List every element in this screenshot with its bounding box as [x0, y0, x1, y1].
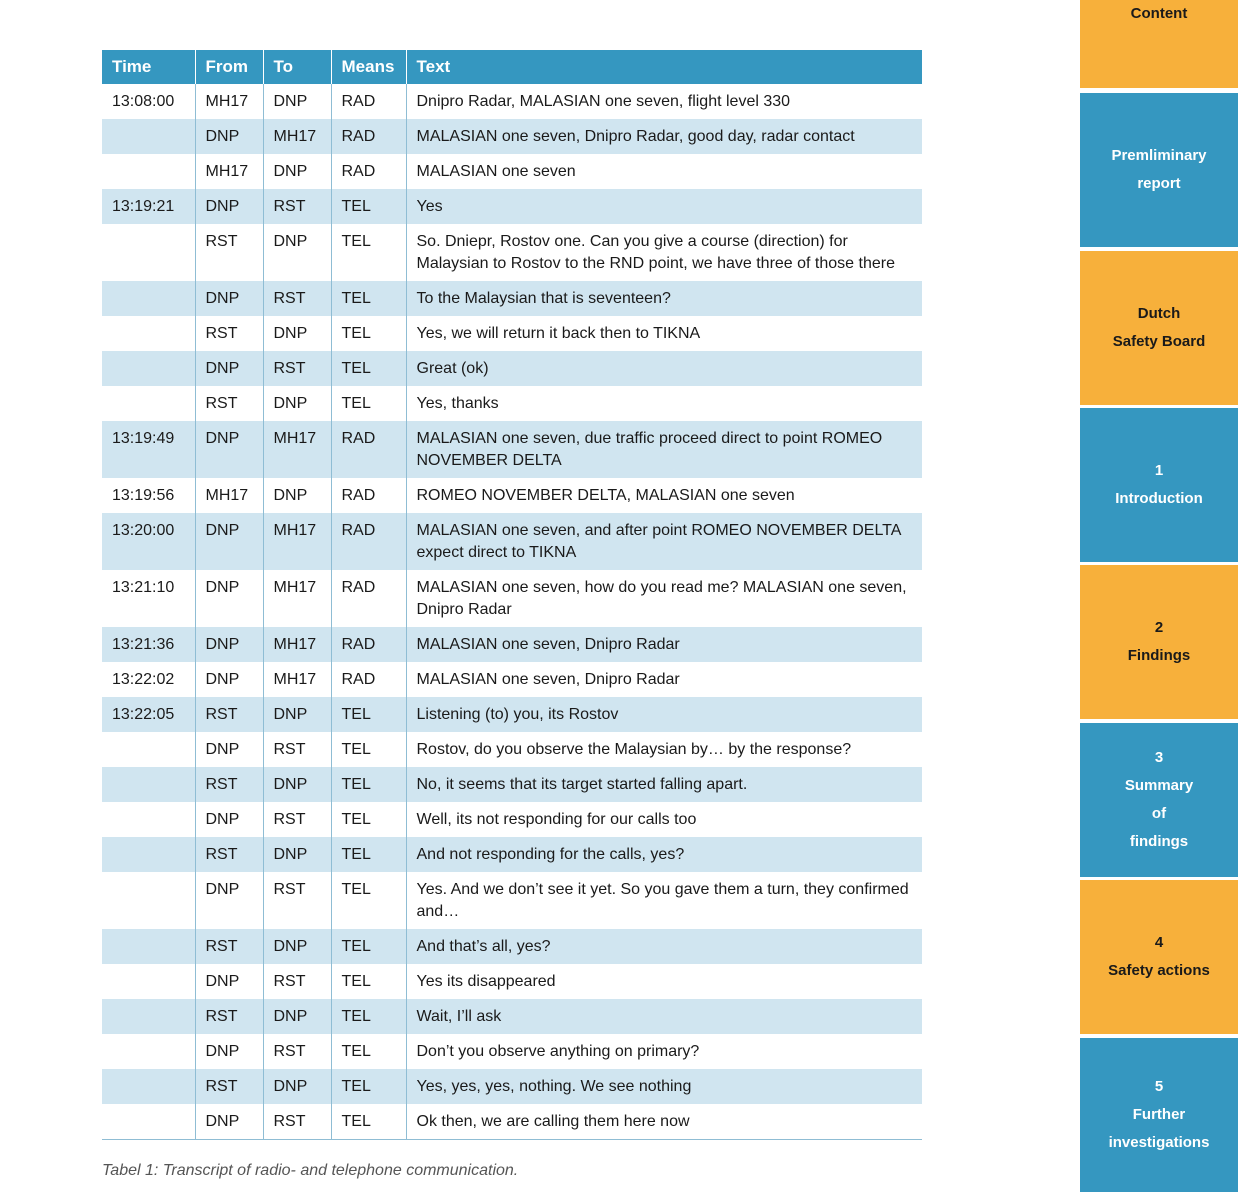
cell-means: TEL: [331, 281, 406, 316]
cell-to: DNP: [263, 478, 331, 513]
tab-label-line: Further: [1132, 1106, 1186, 1123]
cell-means: RAD: [331, 119, 406, 154]
table-row: [102, 929, 922, 964]
cell-from: RST: [195, 386, 263, 421]
tab-safety-actions[interactable]: [1080, 880, 1238, 1034]
cell-means: TEL: [331, 316, 406, 351]
tab-label-line: 4: [1154, 934, 1164, 951]
table-row: [102, 84, 922, 119]
cell-from: RST: [195, 697, 263, 732]
table-row: [102, 802, 922, 837]
cell-means: RAD: [331, 627, 406, 662]
tab-label-line: investigations: [1108, 1134, 1210, 1151]
tab-label-line: Findings: [1127, 647, 1191, 664]
cell-to: MH17: [263, 570, 331, 627]
cell-time: 13:21:36: [102, 627, 195, 662]
tab-label-line: of: [1151, 805, 1167, 822]
cell-text: Yes, thanks: [416, 395, 499, 412]
transcript-body: [102, 84, 922, 1140]
cell-text: MALASIAN one seven, Dnipro Radar, good day, radar contact: [406, 119, 922, 154]
cell-to: RST: [263, 1104, 331, 1140]
tab-label-line: Safety actions: [1108, 962, 1210, 979]
transcript-table: [102, 50, 922, 1140]
cell-means: TEL: [331, 189, 406, 224]
cell-text: Ok then, we are calling them here now: [406, 1104, 922, 1140]
cell-from: DNP: [195, 662, 263, 697]
cell-means: RAD: [331, 662, 406, 697]
cell-to: RST: [263, 351, 331, 386]
tab-label-line: 5: [1154, 1078, 1164, 1095]
tab-content[interactable]: [1080, 0, 1238, 88]
cell-time: [102, 154, 195, 189]
cell-text: Wait, I’ll ask: [406, 999, 922, 1034]
cell-means: TEL: [331, 837, 406, 872]
cell-time: [102, 929, 195, 964]
section-sidebar: [1080, 0, 1240, 1194]
cell-from: DNP: [195, 627, 263, 662]
cell-to: MH17: [263, 627, 331, 662]
cell-to: DNP: [263, 999, 331, 1034]
cell-from: DNP: [195, 189, 263, 224]
table-row: [102, 478, 922, 513]
cell-time: [102, 872, 195, 929]
cell-to: DNP: [263, 224, 331, 281]
tab-findings[interactable]: [1080, 565, 1238, 719]
tab-label-line: Safety Board: [1112, 333, 1206, 350]
tab-label-line: Dutch: [1137, 305, 1181, 322]
cell-time: [102, 964, 195, 999]
table-row: [102, 119, 922, 154]
cell-means: TEL: [331, 224, 406, 281]
cell-means: TEL: [331, 802, 406, 837]
header-means: Means: [331, 50, 406, 84]
tab-label-line: 1: [1154, 462, 1164, 479]
table-row: [102, 1069, 922, 1104]
cell-time: [102, 351, 195, 386]
cell-text: Yes. And we don’t see it yet. So you gave them a turn, they confirmed and…: [416, 881, 909, 920]
cell-means: RAD: [331, 421, 406, 478]
header-to: To: [263, 50, 331, 84]
cell-text: Rostov, do you observe the Malaysian by… by the response?: [416, 741, 852, 758]
tab-further-investigations[interactable]: [1080, 1038, 1238, 1192]
cell-text: Yes, we will return it back then to TIKNA: [416, 325, 701, 342]
cell-text: And not responding for the calls, yes?: [406, 837, 922, 872]
header-text: Text: [406, 50, 922, 84]
cell-to: RST: [263, 964, 331, 999]
table-header-row: [102, 50, 922, 84]
cell-from: DNP: [195, 570, 263, 627]
cell-from: DNP: [195, 351, 263, 386]
table-row: [102, 421, 922, 478]
table-row: [102, 964, 922, 999]
cell-text: So. Dniepr, Rostov one. Can you give a course (direction) for Malaysian to Rostov to the RND point, we have three of those there: [416, 233, 895, 272]
cell-from: RST: [195, 999, 263, 1034]
cell-text: To the Malaysian that is seventeen?: [406, 281, 922, 316]
cell-time: [102, 767, 195, 802]
table-row: [102, 872, 922, 929]
cell-from: MH17: [195, 478, 263, 513]
cell-time: [102, 802, 195, 837]
table-row: [102, 189, 922, 224]
cell-text: And that’s all, yes?: [406, 929, 922, 964]
cell-to: DNP: [263, 316, 331, 351]
cell-means: TEL: [331, 386, 406, 421]
cell-from: RST: [195, 929, 263, 964]
cell-means: TEL: [331, 697, 406, 732]
cell-means: TEL: [331, 767, 406, 802]
cell-time: 13:22:05: [102, 697, 195, 732]
cell-means: TEL: [331, 1034, 406, 1069]
tab-label-line: Summary: [1124, 777, 1194, 794]
cell-to: DNP: [263, 1069, 331, 1104]
cell-time: 13:19:56: [102, 478, 195, 513]
cell-time: [102, 386, 195, 421]
table-row: [102, 154, 922, 189]
cell-to: DNP: [263, 767, 331, 802]
cell-to: DNP: [263, 697, 331, 732]
cell-means: RAD: [331, 154, 406, 189]
table-row: [102, 513, 922, 570]
cell-text: Yes: [406, 189, 922, 224]
table-row: [102, 999, 922, 1034]
cell-from: DNP: [195, 421, 263, 478]
cell-time: [102, 1069, 195, 1104]
cell-text: Dnipro Radar, MALASIAN one seven, flight level 330: [416, 93, 791, 110]
cell-text: Listening (to) you, its Rostov: [406, 697, 922, 732]
cell-to: RST: [263, 189, 331, 224]
cell-to: DNP: [263, 386, 331, 421]
cell-means: TEL: [331, 999, 406, 1034]
cell-time: 13:19:21: [102, 189, 195, 224]
cell-from: RST: [195, 837, 263, 872]
cell-to: RST: [263, 732, 331, 767]
cell-means: TEL: [331, 1104, 406, 1140]
cell-means: RAD: [331, 84, 406, 119]
tab-label-line: Introduction: [1115, 490, 1203, 507]
cell-text: Yes its disappeared: [416, 973, 556, 990]
table-row: [102, 224, 922, 281]
cell-to: MH17: [263, 421, 331, 478]
cell-means: TEL: [331, 964, 406, 999]
cell-text: Well, its not responding for our calls too: [416, 811, 697, 828]
cell-time: 13:08:00: [102, 84, 195, 119]
cell-time: 13:21:10: [102, 570, 195, 627]
cell-from: DNP: [195, 281, 263, 316]
cell-time: 13:22:02: [102, 662, 195, 697]
table-row: [102, 1104, 922, 1140]
cell-from: DNP: [195, 1034, 263, 1069]
cell-text: MALASIAN one seven, and after point ROMEO NOVEMBER DELTA expect direct to TIKNA: [406, 513, 922, 570]
cell-to: MH17: [263, 119, 331, 154]
tab-label-line: Content: [1130, 5, 1188, 22]
cell-time: [102, 837, 195, 872]
cell-from: RST: [195, 1069, 263, 1104]
table-caption: Tabel 1: Transcript of radio- and telephone communication.: [102, 1162, 519, 1179]
cell-means: RAD: [331, 570, 406, 627]
cell-means: RAD: [331, 513, 406, 570]
cell-text: MALASIAN one seven, due traffic proceed direct to point ROMEO NOVEMBER DELTA: [406, 421, 922, 478]
cell-means: TEL: [331, 351, 406, 386]
header-from: From: [195, 50, 263, 84]
cell-to: RST: [263, 802, 331, 837]
cell-time: [102, 999, 195, 1034]
tab-label-line: 3: [1154, 749, 1164, 766]
cell-from: MH17: [195, 154, 263, 189]
cell-from: RST: [195, 224, 263, 281]
table-row: [102, 837, 922, 872]
cell-to: DNP: [263, 929, 331, 964]
cell-from: RST: [195, 767, 263, 802]
tab-label-line: report: [1137, 175, 1181, 192]
cell-to: DNP: [263, 154, 331, 189]
tab-label-line: findings: [1129, 833, 1189, 850]
cell-from: DNP: [195, 872, 263, 929]
cell-text: Yes, yes, yes, nothing. We see nothing: [406, 1069, 922, 1104]
cell-to: RST: [263, 1034, 331, 1069]
cell-time: 13:19:49: [102, 421, 195, 478]
tab-label-line: Premliminary: [1111, 147, 1207, 164]
cell-means: TEL: [331, 872, 406, 929]
cell-text: MALASIAN one seven, how do you read me? MALASIAN one seven, Dnipro Radar: [416, 579, 907, 618]
cell-from: DNP: [195, 119, 263, 154]
tab-summary-of-findings[interactable]: [1080, 723, 1238, 877]
table-row: [102, 570, 922, 627]
table-row: [102, 697, 922, 732]
table-row: [102, 316, 922, 351]
table-row: [102, 767, 922, 802]
transcript-table-wrapper: [102, 50, 922, 1140]
table-row: [102, 1034, 922, 1069]
cell-time: [102, 281, 195, 316]
cell-time: [102, 224, 195, 281]
tab-preliminary-report[interactable]: [1080, 93, 1238, 247]
table-row: [102, 281, 922, 316]
cell-to: MH17: [263, 513, 331, 570]
table-row: [102, 732, 922, 767]
cell-from: DNP: [195, 513, 263, 570]
cell-from: DNP: [195, 1104, 263, 1140]
cell-time: 13:20:00: [102, 513, 195, 570]
cell-means: TEL: [331, 929, 406, 964]
cell-means: TEL: [331, 732, 406, 767]
cell-means: TEL: [331, 1069, 406, 1104]
table-row: [102, 386, 922, 421]
cell-to: RST: [263, 872, 331, 929]
cell-time: [102, 1104, 195, 1140]
cell-from: RST: [195, 316, 263, 351]
cell-time: [102, 119, 195, 154]
cell-to: RST: [263, 281, 331, 316]
table-row: [102, 662, 922, 697]
cell-from: MH17: [195, 84, 263, 119]
cell-time: [102, 316, 195, 351]
tab-introduction[interactable]: [1080, 408, 1238, 562]
cell-text: Great (ok): [406, 351, 922, 386]
cell-text: Don’t you observe anything on primary?: [416, 1043, 700, 1060]
cell-to: MH17: [263, 662, 331, 697]
cell-text: MALASIAN one seven, Dnipro Radar: [406, 627, 922, 662]
cell-text: No, it seems that its target started falling apart.: [406, 767, 922, 802]
cell-from: DNP: [195, 802, 263, 837]
cell-text: MALASIAN one seven, Dnipro Radar: [416, 671, 680, 688]
table-row: [102, 351, 922, 386]
header-time: Time: [102, 50, 195, 84]
cell-time: [102, 1034, 195, 1069]
tab-label-line: 2: [1154, 619, 1164, 636]
cell-to: DNP: [263, 837, 331, 872]
cell-text: MALASIAN one seven: [416, 163, 576, 180]
cell-means: RAD: [331, 478, 406, 513]
cell-to: DNP: [263, 84, 331, 119]
cell-text: ROMEO NOVEMBER DELTA, MALASIAN one seven: [416, 487, 795, 504]
cell-from: DNP: [195, 964, 263, 999]
cell-time: [102, 732, 195, 767]
cell-from: DNP: [195, 732, 263, 767]
tab-dutch-safety-board[interactable]: [1080, 251, 1238, 405]
table-row: [102, 627, 922, 662]
